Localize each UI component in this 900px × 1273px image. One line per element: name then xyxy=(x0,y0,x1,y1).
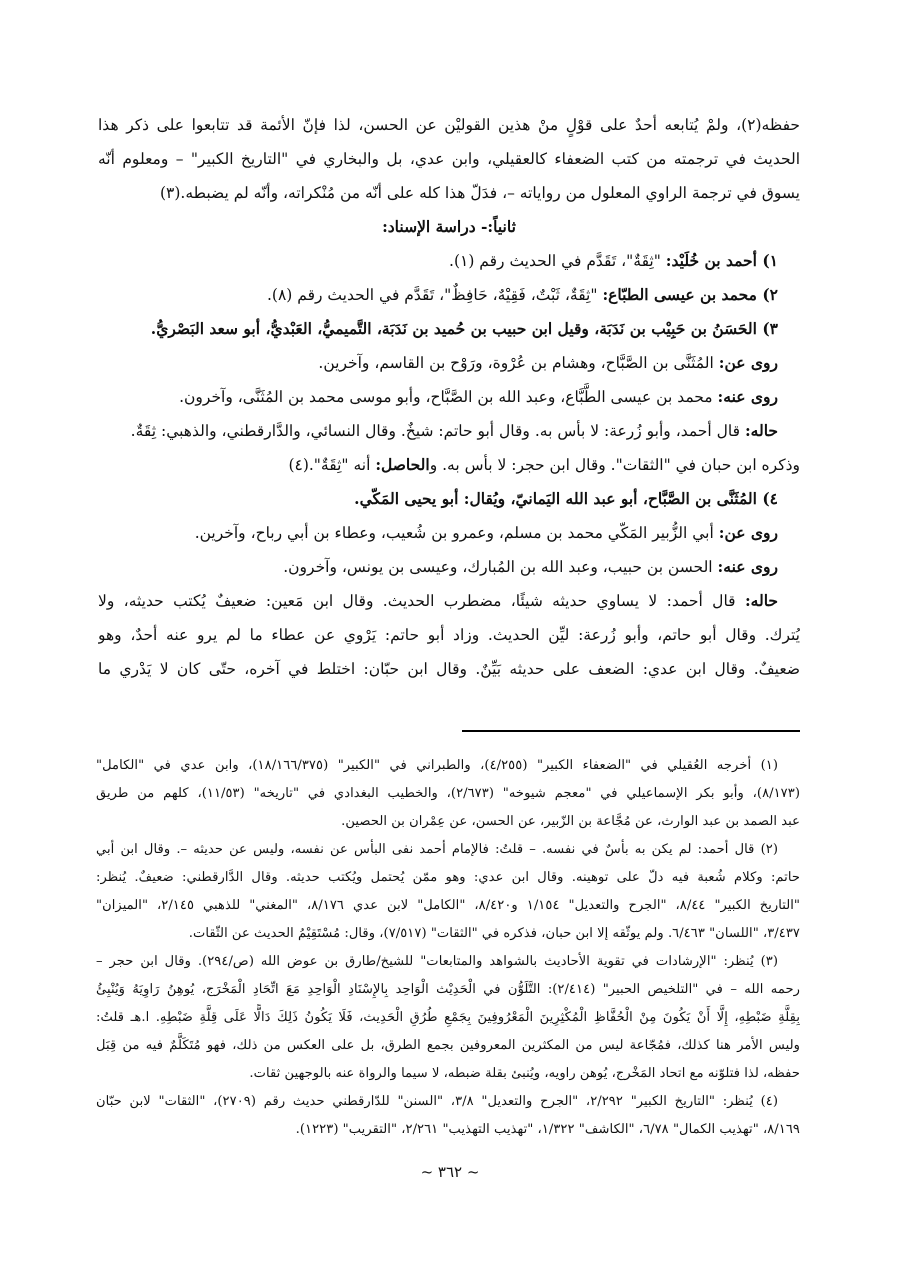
hasan-haluhu-2 xyxy=(98,448,800,482)
muthanna-haluhu-2: يُترك. وقال أبو حاتم، وأبو زُرعة: ليِّن الحديث. وزاد أبو حاتم: يَرْوي عن عطاء ما لم يرو عنه أحدٌ، وهو xyxy=(98,626,800,644)
hasan-rawa-anhu xyxy=(98,380,800,414)
text: أبي الزُّبير المَكّي محمد بن مسلم، وعمرو بن شُعيب، وعطاء بن أبي رباح، وآخرين. xyxy=(194,524,719,542)
label: حاله: xyxy=(744,591,778,610)
body-line: الحديث في ترجمته من كتب الضعفاء كالعقيلي، وابن عدي، بل والبخاري في "التاريخ الكبير" – ومعلوم أنّه xyxy=(98,150,800,168)
muthanna-rawa-an xyxy=(98,516,800,550)
text: قال أحمد: لا يساوي حديثه شيئًا، مضطرب الحديث. وقال ابن مَعين: ضعيفٌ يُكتب حديثه، ولا xyxy=(98,592,745,610)
footnote-2-line: حاتم: وكلام شُعبة فيه دلّ على توهينه. وقال ابن عدي: وهو ممّن يُحتمل ويُكتب حديثه. وقال الدَّارقطني: ضعيفٌ. يُنظر: xyxy=(96,870,800,885)
hasan-haluhu xyxy=(98,414,800,448)
body-line: يسوق في ترجمة الراوي المعلول من رواياته –، فدَلّ هذا كله على أنّه من مُنْكراته، وأنّه لم يضبطه.(٣) xyxy=(159,184,800,202)
label: روى عن: xyxy=(718,353,778,372)
footnote-2-line: ٣/٤٣٧، "اللسان" ٦/٤٦٣. ولم يوثّقه إلا ابن حبان، فذكره في "الثقات" (٧/٥١٧)، وقال: مُسْتَقِيْمُ الحديث عن الثّقات. xyxy=(188,926,800,941)
narrator-1 xyxy=(98,244,800,278)
narrator-name: ٢) محمد بن عيسى الطبّاع: xyxy=(602,285,778,304)
footnote-3-line: رحمه الله – في "التلخيص الحبير" (٢/٤١٤): التَّلَوُّن في الْحَدِيْث الْوَاحِد بِالإِسْنَادِ الْوَاحِدِ مَعَ اتِّحَادِ الْمَخْرَج، يُوهِنُ رَاوِيَهُ وَيُنْبِئُ xyxy=(96,982,800,997)
label: روى عنه: xyxy=(717,387,778,406)
footnote-1-line: (١) أخرجه العُقيلي في "الضعفاء الكبير" (٤/٢٥٥)، والطبراني في "الكبير" (١٨/١٦٦/٣٧٥)، وابن عدي في "الكامل" xyxy=(96,758,778,773)
footnote-1-line: (٨/١٧٣)، وأبو بكر الإسماعيلي في "معجم شيوخه" (٢/٦٧٣)، والخطيب البغدادي في "تاريخه" (١١/٥٣)، كلهم من طريق xyxy=(96,786,800,801)
muthanna-haluhu xyxy=(98,584,800,618)
muthanna-haluhu-3: ضعيفٌ. وقال ابن عدي: الضعف على حديثه بَيِّنٌ. وقال ابن حبّان: اختلط في آخره، حتّى كان لا يَدْري ما xyxy=(98,660,800,678)
footnote-1-line: عبد الصمد بن عبد الوارث، عن مُجَّاعة بن الزّبير، عن الحسن، عن عِمْران بن الحصين. xyxy=(341,814,800,829)
narrator-name: ١) أحمد بن خُلَيْد: xyxy=(665,251,778,270)
footnote-2-line: (٢) قال أحمد: لم يكن به بأسٌ في نفسه. – قلتُ: فالإمام أحمد نفى البأس عن نفسه، وليس عن حديثه –. وقال ابن أبي xyxy=(96,842,778,857)
hasan-rawa-an xyxy=(98,346,800,380)
label: روى عنه: xyxy=(717,557,778,576)
text: محمد بن عيسى الطَّبَّاع، وعبد الله بن الصَّبَّاح، وأبو موسى محمد بن المُثَنَّى، وآخرون. xyxy=(179,388,718,406)
label: الحاصل: xyxy=(375,455,430,474)
muthanna-rawa-anhu xyxy=(98,550,800,584)
text: وذكره ابن حبان في "الثقات". وقال ابن حجر: لا بأس به. و xyxy=(429,456,800,474)
narrator-3 xyxy=(98,312,800,346)
body-line: حفظه(٢)، ولمْ يُتابعه أحدٌ على قوْلٍ منْ هذين القوليْن عن الحسن، لذا فإنّ الأئمة قد تتابعوا على ذكر هذا xyxy=(98,116,800,134)
footnote-2-line: "التاريخ الكبير" ٨/٤٤، "الجرح والتعديل" ١/١٥٤ و٨/٤٢٠، "الكامل" لابن عدي ٨/١٧٦، "المغني" للذهبي ٢/١٤٥، "الميزان" xyxy=(96,898,800,913)
narrator-grade: "ثِقَةٌ"، تَقَدَّم في الحديث رقم (١). xyxy=(449,252,666,270)
label: حاله: xyxy=(744,421,778,440)
footnote-divider xyxy=(462,730,800,732)
footnote-4-line: (٤) يُنظر: "التاريخ الكبير" ٢/٢٩٢، "الجرح والتعديل" ٣/٨، "السنن" للدّارقطني حديث رقم (٢٧٠٩)، "الثقات" لابن حبّان xyxy=(96,1094,778,1109)
narrator-grade: "ثِقَةٌ، ثَبْتٌ، فَقِيْهٌ، حَافِظٌ"، تَقَدَّم في الحديث رقم (٨). xyxy=(266,286,603,304)
main-text xyxy=(98,108,800,686)
narrator-4: ٤) المُثَنَّى بن الصَّبَّاح، أبو عبد الله اليَمانيّ، ويُقال: أبو يحيى المَكّي. xyxy=(354,489,778,508)
narrator-2 xyxy=(98,278,800,312)
footnotes xyxy=(96,752,800,1144)
section-title: ثانياً:- دراسة الإسناد: xyxy=(382,217,516,236)
footnote-3-line: حفظه، لذا فتلوّنه مع اتحاد المَخْرج، يُوهن راويه، ويُنبئ بقلة ضبطه، لا سيما والرواة عنه بالوجهين ثقات. xyxy=(249,1066,800,1081)
text: قال أحمد، وأبو زُرعة: لا بأس به. وقال أبو حاتم: شيخٌ. وقال النسائي، والدَّارقطني، والذهبي: ثِقَةٌ. xyxy=(130,422,745,440)
text: المُثَنَّى بن الصَّبَّاح، وهشام بن عُرْوة، ورَوْح بن القاسم، وآخرين. xyxy=(318,354,719,372)
text: أنه "ثِقَةٌ".(٤) xyxy=(288,456,376,474)
footnote-3-line: بِقِلَّةِ ضَبْطِهِ، إِلَّا أَنْ يَكُونَ مِنْ الْحُفَّاظِ الْمُكْثِرِينَ الْمَعْرُوفِينَ بِجَمْعِ طُرُقِ الْحَدِيث، فَلَا يَكُونُ ذَلِكَ دَالًّا عَلَى قِلَّةِ ضَبْطِهِ. ا.هـ قلتُ: xyxy=(96,1010,800,1025)
text: الحسن بن حبيب، وعبد الله بن المُبارك، وعيسى بن يونس، وآخرون. xyxy=(283,558,718,576)
narrator-name: ٣) الحَسَنُ بن حَبِيْب بن نَدَبَة، وقيل ابن حبيب بن حُميد بن نَدَبَة، التَّميميُّ، العَبْديُّ، أبو سعد البَصْريُّ. xyxy=(150,319,778,338)
footnote-3-line: (٣) يُنظر: "الإرشادات في تقوية الأحاديث بالشواهد والمتابعات" للشيخ/طارق بن عوض الله (ص/٢٩٤). وقال ابن حجر – xyxy=(96,954,778,969)
footnote-4-line: ٨/١٦٩، "تهذيب الكمال" ٦/٧٨، "الكاشف" ١/٣٢٢، "تهذيب التهذيب" ٢/٢٦١، "التقريب" (١٢٢٣). xyxy=(295,1122,800,1137)
footnote-3-line: وليس الأمر هنا كذلك، فمُجّاعة ليس من المكثرين المعروفين بجمع الطرق، بل على العكس من ذلك، فهو مُتَكَلَّمٌ فيه من قِبَل xyxy=(96,1038,800,1053)
label: روى عن: xyxy=(718,523,778,542)
page-number: ~ ٣٦٢ ~ xyxy=(420,1163,480,1181)
